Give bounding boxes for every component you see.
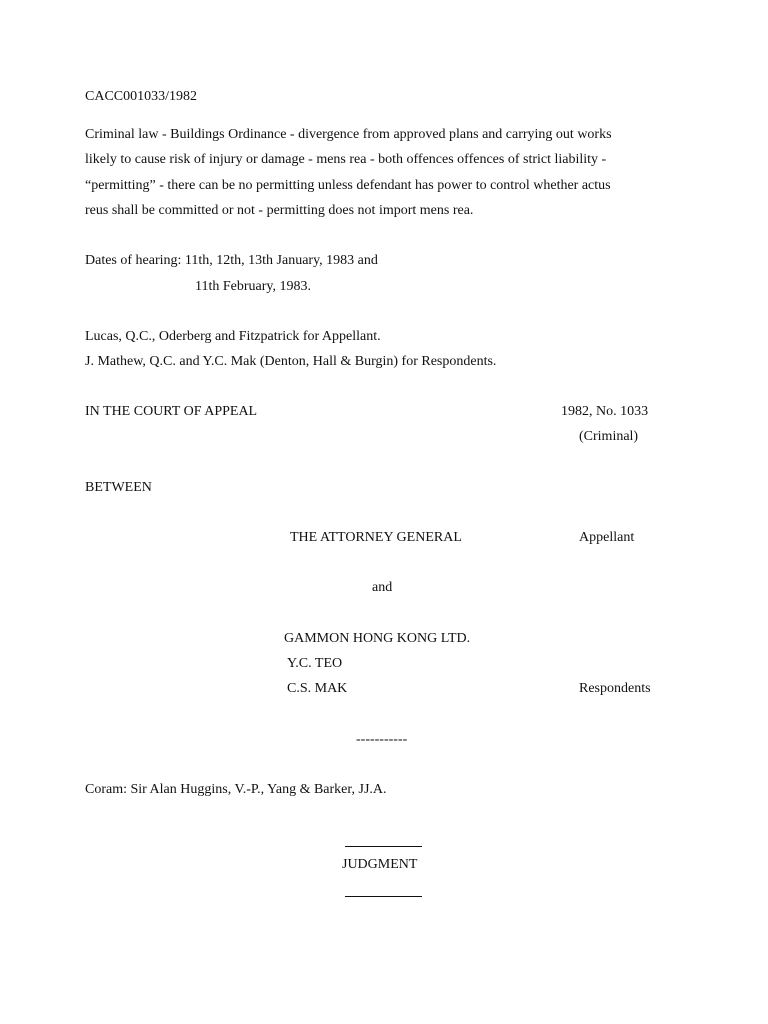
headnote-line: likely to cause risk of injury or damage - mens rea - both offences offences of strict liability - [85, 152, 607, 167]
case-number: CACC001033/1982 [85, 89, 198, 104]
respondent-name: C.S. MAK [287, 681, 348, 696]
respondent-name: GAMMON HONG KONG LTD. [284, 631, 471, 646]
counsel-appellant: Lucas, Q.C., Oderberg and Fitzpatrick for Appellant. [85, 329, 381, 344]
respondent-role: Respondents [579, 681, 651, 696]
judgment-heading: JUDGMENT [342, 857, 418, 872]
judgment-rule-bottom [345, 896, 422, 897]
and-label: and [372, 580, 393, 595]
headnote-line: “permitting” - there can be no permitting unless defendant has power to control whether actus [85, 178, 611, 193]
headnote-line: reus shall be committed or not - permitting does not import mens rea. [85, 203, 474, 218]
between-label: BETWEEN [85, 480, 152, 495]
headnote-line: Criminal law - Buildings Ordinance - divergence from approved plans and carrying out works [85, 127, 612, 142]
appellant-name: THE ATTORNEY GENERAL [290, 530, 462, 545]
hearing-dates-continued: 11th February, 1983. [195, 279, 311, 294]
respondent-name: Y.C. TEO [287, 656, 343, 671]
judgment-rule-top [345, 846, 422, 847]
counsel-respondents: J. Mathew, Q.C. and Y.C. Mak (Denton, Hall & Burgin) for Respondents. [85, 354, 497, 369]
appellant-role: Appellant [579, 530, 635, 545]
court-name: IN THE COURT OF APPEAL [85, 404, 258, 419]
hearing-dates: Dates of hearing: 11th, 12th, 13th January, 1983 and [85, 253, 378, 268]
court-case-number: 1982, No. 1033 [561, 404, 649, 419]
separator: ----------- [356, 732, 408, 747]
coram: Coram: Sir Alan Huggins, V.-P., Yang & Barker, JJ.A. [85, 782, 387, 797]
court-case-type: (Criminal) [579, 429, 639, 444]
